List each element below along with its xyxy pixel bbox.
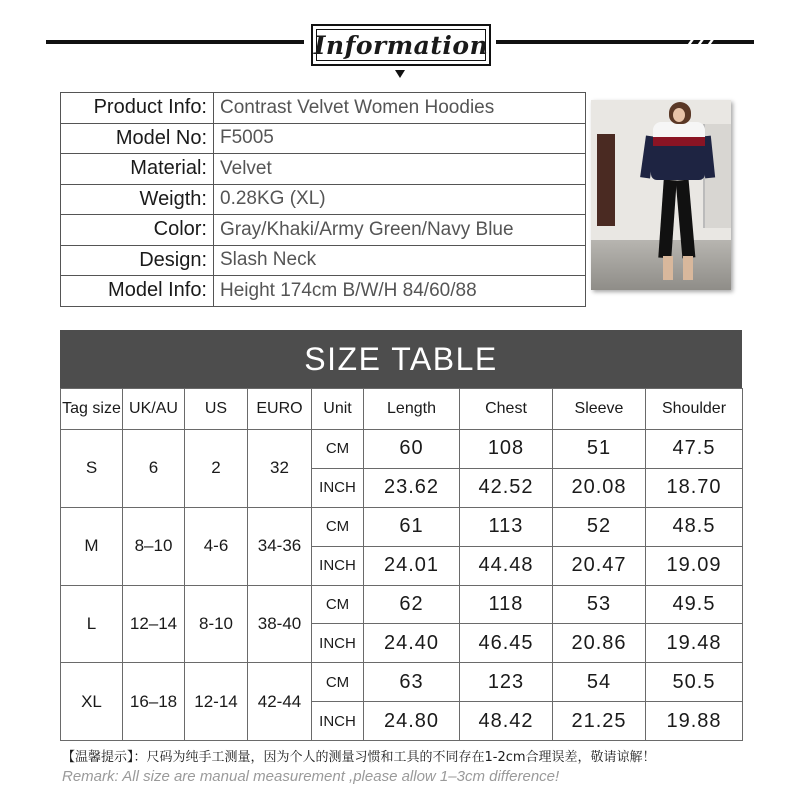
unit-cell: CM	[312, 507, 364, 546]
info-row	[61, 154, 586, 185]
info-value: Velvet	[214, 154, 586, 185]
header-chest: Chest	[460, 389, 553, 430]
info-row	[61, 184, 586, 215]
euro-cell: 32	[248, 430, 312, 508]
sleeve-cell: 54	[553, 663, 646, 702]
size-row-s-cm	[61, 430, 743, 469]
header-length: Length	[364, 389, 460, 430]
shoulder-cell: 50.5	[646, 663, 743, 702]
header-sleeve: Sleeve	[553, 389, 646, 430]
header-shoulder: Shoulder	[646, 389, 743, 430]
info-value: Height 174cm B/W/H 84/60/88	[214, 276, 586, 307]
euro-cell: 42-44	[248, 663, 312, 741]
chest-cell: 108	[460, 430, 553, 469]
unit-cell: CM	[312, 585, 364, 624]
info-key: Model No:	[61, 123, 214, 154]
unit-cell: CM	[312, 663, 364, 702]
header-line-right	[496, 40, 754, 44]
us-cell: 4-6	[185, 507, 248, 585]
hoodie-red-stripe	[653, 137, 705, 146]
size-row-xl-cm	[61, 663, 743, 702]
uk-au-cell: 8–10	[123, 507, 185, 585]
length-cell: 63	[364, 663, 460, 702]
header-uk-au: UK/AU	[123, 389, 185, 430]
chest-cell: 118	[460, 585, 553, 624]
caret-down-icon	[395, 70, 405, 78]
model-foot	[663, 256, 673, 280]
us-cell: 8-10	[185, 585, 248, 663]
info-row	[61, 276, 586, 307]
tag-size-cell: L	[61, 585, 123, 663]
header-tag-size: Tag size	[61, 389, 123, 430]
info-value: 0.28KG (XL)	[214, 184, 586, 215]
unit-cell: INCH	[312, 624, 364, 663]
info-key: Model Info:	[61, 276, 214, 307]
chest-cell: 46.45	[460, 624, 553, 663]
size-row-l-cm	[61, 585, 743, 624]
header-line-left	[46, 40, 304, 44]
size-table-title: SIZE TABLE	[60, 330, 742, 388]
shoulder-cell: 18.70	[646, 468, 743, 507]
header-unit: Unit	[312, 389, 364, 430]
hoodie-navy-panel	[651, 146, 705, 180]
length-cell: 23.62	[364, 468, 460, 507]
sleeve-cell: 51	[553, 430, 646, 469]
size-header-row	[61, 389, 743, 430]
measurement-note-chinese: 【温馨提示】：尺码为纯手工测量，因为个人的测量习惯和工具的不同存在1-2cm合理误差，敬请谅解！	[62, 750, 656, 765]
chest-cell: 42.52	[460, 468, 553, 507]
info-row	[61, 245, 586, 276]
length-cell: 24.80	[364, 702, 460, 741]
info-row	[61, 93, 586, 124]
tag-size-cell: S	[61, 430, 123, 508]
unit-cell: CM	[312, 430, 364, 469]
model-foot	[683, 256, 693, 280]
chest-cell: 123	[460, 663, 553, 702]
photo-door	[597, 134, 615, 226]
tag-size-cell: M	[61, 507, 123, 585]
info-key: Weigth:	[61, 184, 214, 215]
chest-cell: 44.48	[460, 546, 553, 585]
model-face	[673, 108, 685, 122]
shoulder-cell: 19.09	[646, 546, 743, 585]
shoulder-cell: 49.5	[646, 585, 743, 624]
info-value: F5005	[214, 123, 586, 154]
shoulder-cell: 47.5	[646, 430, 743, 469]
info-value: Contrast Velvet Women Hoodies	[214, 93, 586, 124]
length-cell: 24.01	[364, 546, 460, 585]
info-key: Design:	[61, 245, 214, 276]
unit-cell: INCH	[312, 468, 364, 507]
chest-cell: 113	[460, 507, 553, 546]
uk-au-cell: 6	[123, 430, 185, 508]
info-row	[61, 215, 586, 246]
header-title-box	[311, 24, 491, 66]
shoulder-cell: 48.5	[646, 507, 743, 546]
sleeve-cell: 20.47	[553, 546, 646, 585]
header-us: US	[185, 389, 248, 430]
info-row	[61, 123, 586, 154]
chest-cell: 48.42	[460, 702, 553, 741]
info-key: Product Info:	[61, 93, 214, 124]
header-euro: EURO	[248, 389, 312, 430]
length-cell: 60	[364, 430, 460, 469]
info-value: Gray/Khaki/Army Green/Navy Blue	[214, 215, 586, 246]
length-cell: 24.40	[364, 624, 460, 663]
sleeve-cell: 20.86	[553, 624, 646, 663]
sleeve-cell: 53	[553, 585, 646, 624]
info-key: Color:	[61, 215, 214, 246]
header-title: Information	[313, 30, 489, 60]
uk-au-cell: 12–14	[123, 585, 185, 663]
euro-cell: 34-36	[248, 507, 312, 585]
us-cell: 12-14	[185, 663, 248, 741]
tag-size-cell: XL	[61, 663, 123, 741]
unit-cell: INCH	[312, 546, 364, 585]
size-table	[60, 388, 743, 741]
sleeve-cell: 52	[553, 507, 646, 546]
product-info-table	[60, 92, 586, 307]
shoulder-cell: 19.48	[646, 624, 743, 663]
unit-cell: INCH	[312, 702, 364, 741]
sleeve-cell: 21.25	[553, 702, 646, 741]
sleeve-cell: 20.08	[553, 468, 646, 507]
us-cell: 2	[185, 430, 248, 508]
uk-au-cell: 16–18	[123, 663, 185, 741]
size-row-m-cm	[61, 507, 743, 546]
length-cell: 62	[364, 585, 460, 624]
euro-cell: 38-40	[248, 585, 312, 663]
measurement-note-english: Remark: All size are manual measurement ,please allow 1–3cm difference!	[62, 768, 560, 785]
shoulder-cell: 19.88	[646, 702, 743, 741]
info-value: Slash Neck	[214, 245, 586, 276]
info-key: Material:	[61, 154, 214, 185]
length-cell: 61	[364, 507, 460, 546]
model-photo	[591, 100, 731, 290]
